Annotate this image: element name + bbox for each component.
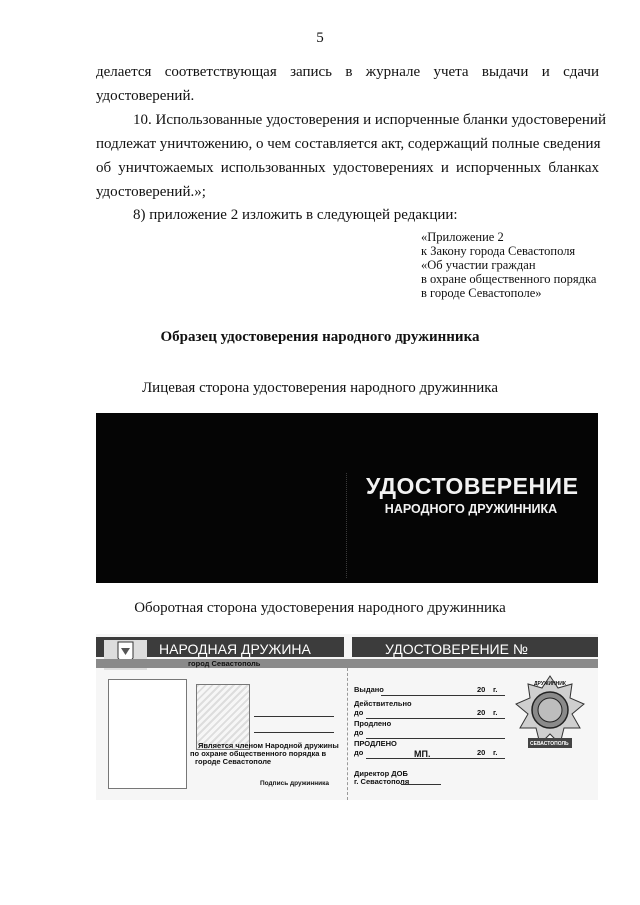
card-front <box>96 413 598 583</box>
seal-place-label: МП. <box>414 749 431 759</box>
card-back-right-header <box>352 637 598 657</box>
paragraph-2-line-3: об уничтожаемых использованных удостоверениях и испорченных бланках <box>96 160 599 176</box>
photo-placeholder <box>108 679 187 789</box>
appendix-line-2: к Закону города Севастополя <box>421 244 576 258</box>
valid-until-label: до <box>354 708 364 717</box>
card-back-header-left-text: НАРОДНАЯ ДРУЖИНА <box>159 641 311 657</box>
extended-until-label: до <box>354 728 364 737</box>
field-line <box>366 758 505 759</box>
year-suffix-2: г. <box>493 708 498 717</box>
extended-caps-label: ПРОДЛЕНО <box>354 739 397 748</box>
fold-line <box>346 473 355 578</box>
valid-label: Действительно <box>354 699 412 708</box>
badge-top-text: ДРУЖИННИК <box>534 681 566 687</box>
back-side-caption: Оборотная сторона удостоверения народного дружинника <box>134 600 506 616</box>
director-label-line-1: Директор ДОБ <box>354 769 408 778</box>
field-line <box>254 732 334 733</box>
card-back-left-header <box>96 637 344 657</box>
paragraph-2-line-4: удостоверений.»; <box>96 184 206 200</box>
card-back <box>96 634 598 800</box>
paragraph-3: 8) приложение 2 изложить в следующей редакции: <box>133 207 458 223</box>
card-fold-divider <box>347 668 348 800</box>
appendix-block <box>421 230 596 300</box>
paragraph-1-line-1: делается соответствующая запись в журнале учета выдачи и сдачи <box>96 64 599 80</box>
paragraph-2-line-1: 10. Использованные удостоверения и испорченные бланки удостоверений <box>133 112 606 128</box>
front-side-caption: Лицевая сторона удостоверения народного дружинника <box>142 380 498 396</box>
appendix-line-1: «Приложение 2 <box>421 230 504 244</box>
appendix-line-5: в городе Севастополе» <box>421 286 542 300</box>
director-signature-line <box>401 784 441 785</box>
member-text-line-3: городе Севастополе <box>195 757 272 766</box>
year-1: 20 <box>477 685 486 694</box>
badge-bottom-text: СЕВАСТОПОЛЬ <box>530 741 569 747</box>
sample-heading: Образец удостоверения народного дружинника <box>160 329 480 345</box>
signature-label: Подпись дружинника <box>260 780 330 787</box>
year-3: 20 <box>477 748 486 757</box>
appendix-line-4: в охране общественного порядка <box>421 272 597 286</box>
field-line <box>381 695 505 696</box>
director-label-line-2: г. Севастополя <box>354 777 410 786</box>
druzhinnik-badge-icon <box>514 674 586 756</box>
paragraph-2-line-2: подлежат уничтожению, о чем составляется акт, содержащий полные сведения <box>96 136 601 152</box>
member-text-line-1: Является членом Народной дружины <box>198 741 339 750</box>
year-suffix-3: г. <box>493 748 498 757</box>
year-suffix-1: г. <box>493 685 498 694</box>
appendix-line-3: «Об участии граждан <box>421 258 536 272</box>
card-front-title: УДОСТОВЕРЕНИЕ <box>366 473 579 499</box>
field-line <box>366 738 505 739</box>
field-line <box>254 716 334 717</box>
year-2: 20 <box>477 708 486 717</box>
member-text-line-2: по охране общественного порядка в <box>190 749 327 758</box>
extended-label: Продлено <box>354 719 392 728</box>
extended-caps-until-label: до <box>354 748 364 757</box>
paragraph-1-line-2: удостоверений. <box>96 88 195 104</box>
card-back-header-right-text: УДОСТОВЕРЕНИЕ № <box>385 641 528 657</box>
issued-label: Выдано <box>354 685 384 694</box>
field-line <box>366 718 505 719</box>
city-label: город Севастополь <box>188 659 261 668</box>
card-back-subheader <box>96 659 598 668</box>
card-front-subtitle: НАРОДНОГО ДРУЖИННИКА <box>384 502 558 516</box>
page-number: 5 <box>316 30 324 46</box>
